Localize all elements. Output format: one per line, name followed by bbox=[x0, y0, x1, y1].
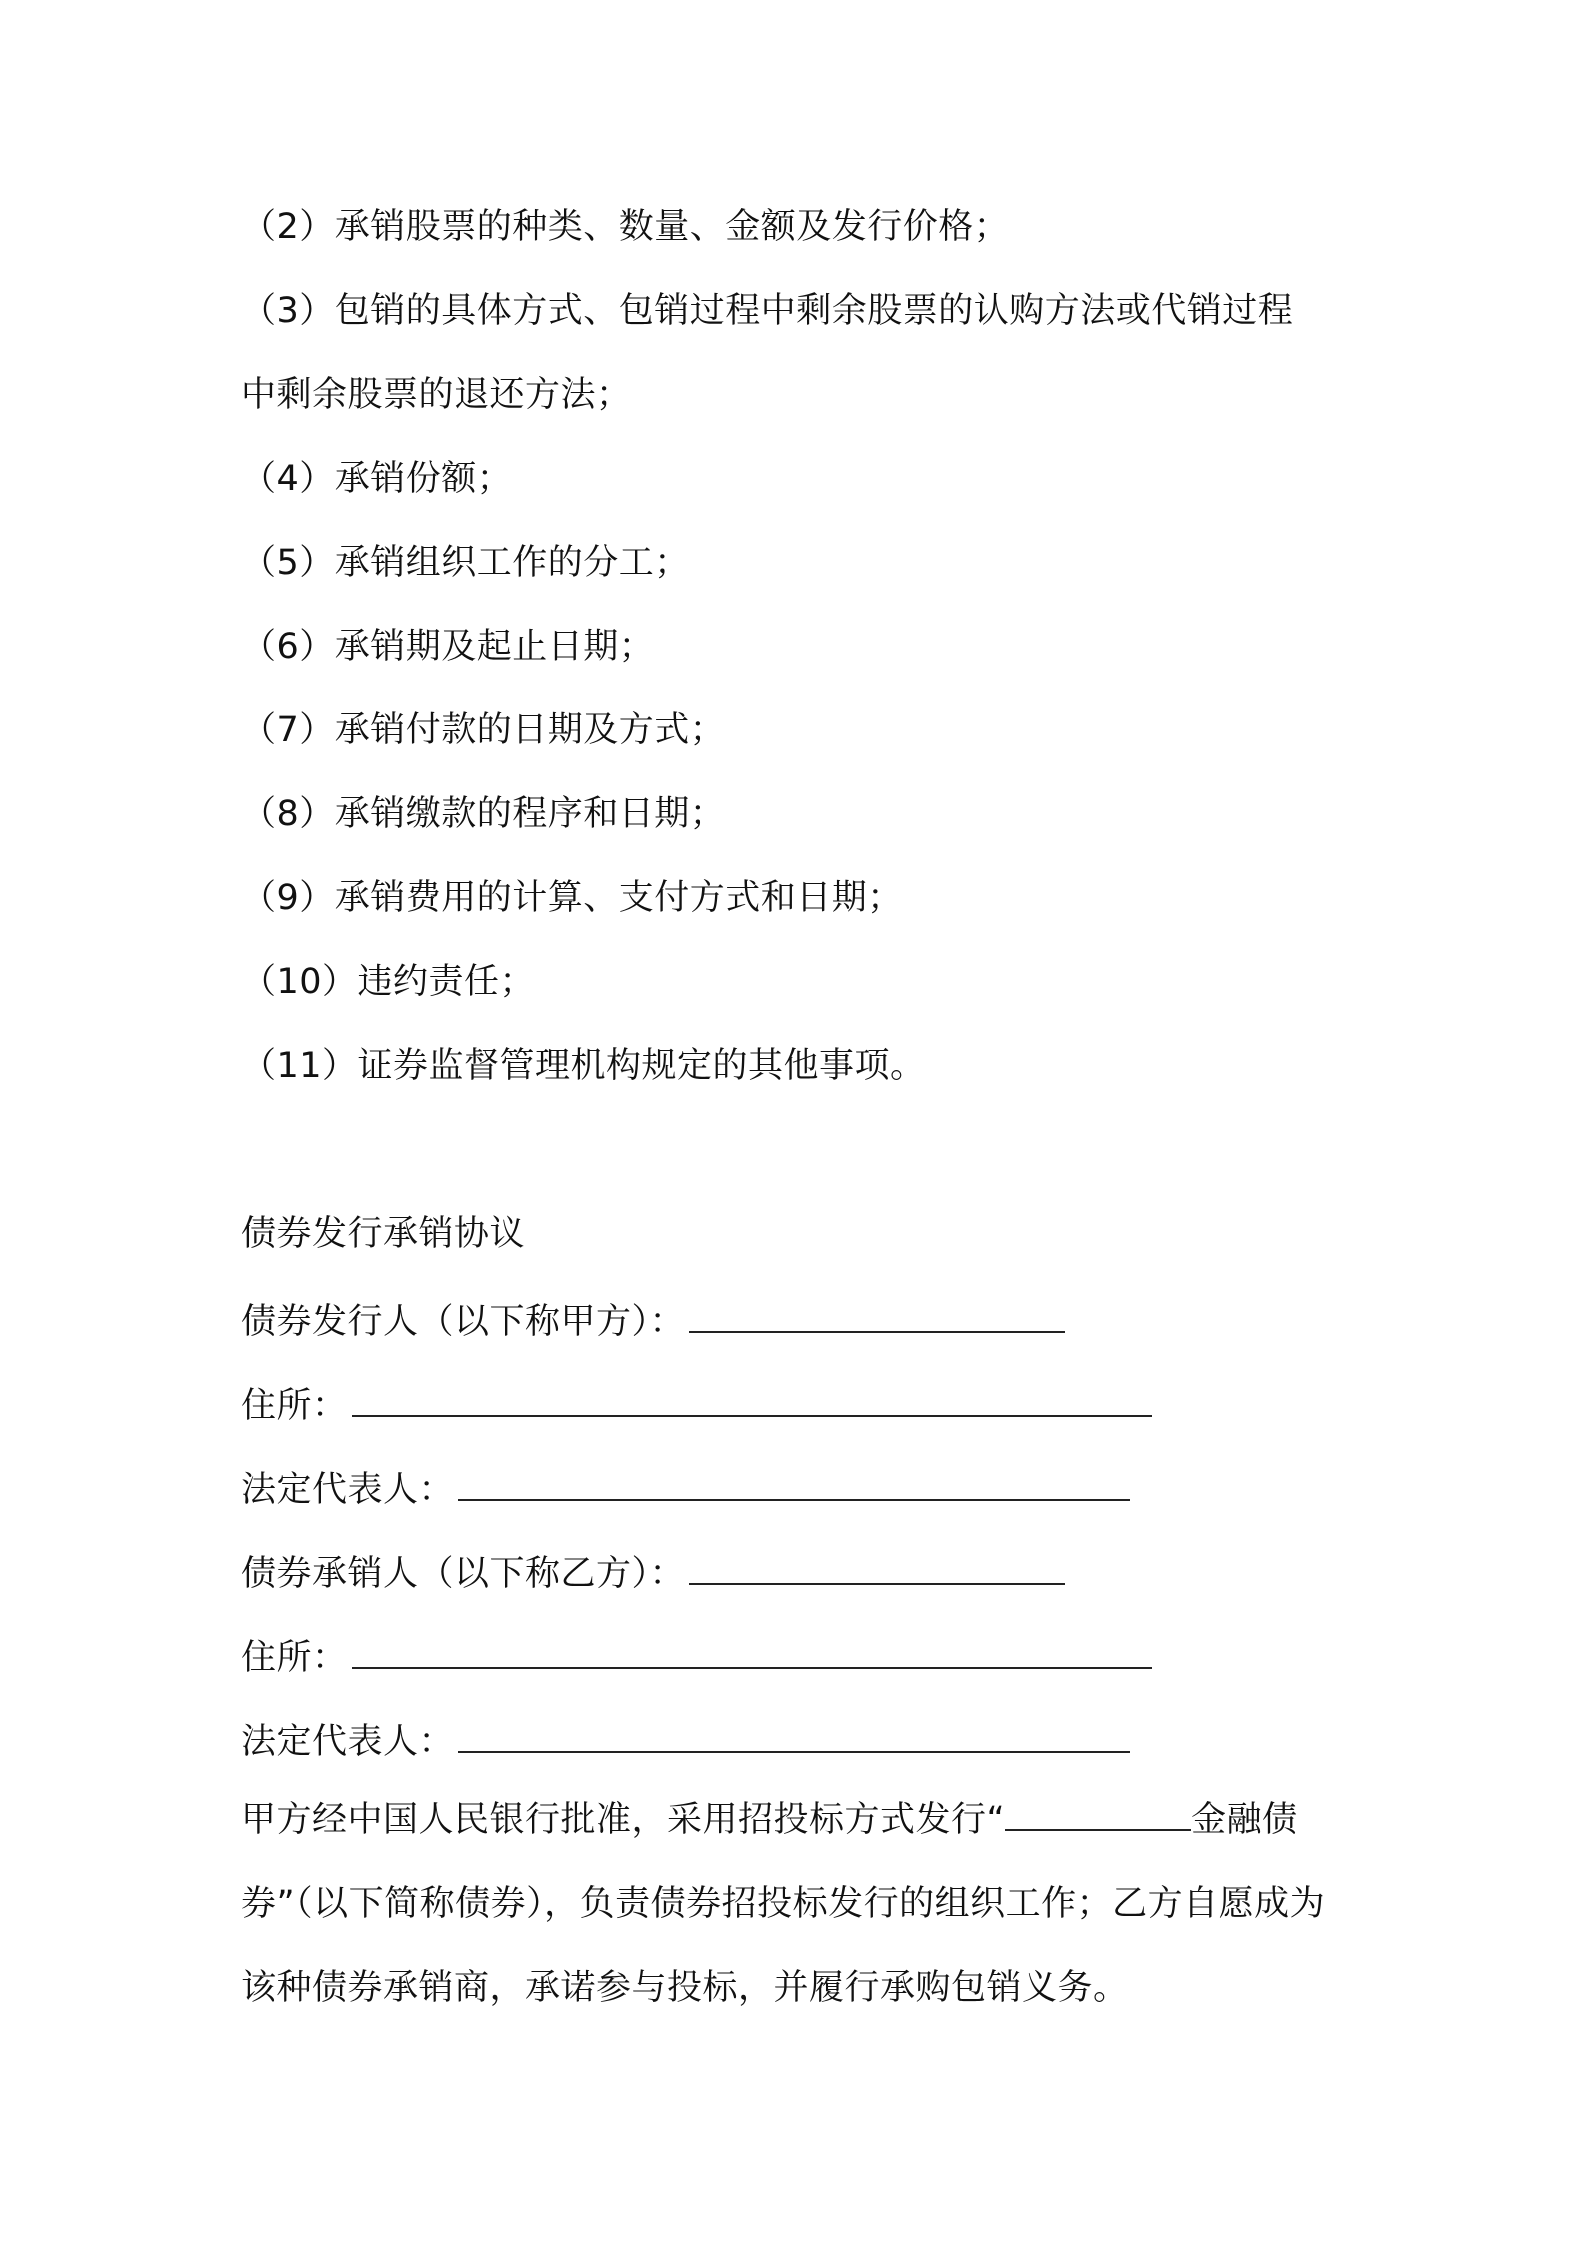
list-item-6: （6）承销期及起止日期； bbox=[241, 627, 655, 667]
underwriter-address-label: 住所： bbox=[241, 1638, 348, 1678]
list-item-3-continued: 中剩余股票的退还方法； bbox=[241, 375, 632, 415]
list-item-9: （9）承销费用的计算、支付方式和日期； bbox=[241, 878, 903, 918]
section-title: 债券发行承销协议 bbox=[241, 1214, 526, 1254]
underwriter-representative-field bbox=[241, 1721, 1130, 1760]
underwriter-representative-blank bbox=[458, 1721, 1130, 1753]
list-item-3: （3）包销的具体方式、包销过程中剩余股票的认购方法或代销过程 bbox=[241, 291, 1294, 331]
agreement-text-start: 甲方经中国人民银行批准，采用招投标方式发行“ bbox=[241, 1800, 1006, 1840]
underwriter-blank bbox=[689, 1553, 1065, 1585]
issuer-blank bbox=[689, 1301, 1065, 1333]
underwriter-address-field bbox=[241, 1637, 1152, 1676]
issuer-representative-field bbox=[241, 1469, 1130, 1508]
underwriter-representative-label: 法定代表人： bbox=[241, 1722, 455, 1762]
agreement-text-end: 金融债券”（以下简称债券），负责债券招投标发行的组织工作；乙方自愿成为该种债券承销商，承诺参与投标，并履行承购包销义务。 bbox=[241, 1800, 1326, 2008]
list-item-8: （8）承销缴款的程序和日期； bbox=[241, 794, 726, 834]
bond-name-blank bbox=[1005, 1799, 1191, 1831]
list-item-4: （4）承销份额； bbox=[241, 459, 513, 499]
list-item-5: （5）承销组织工作的分工； bbox=[241, 543, 690, 583]
issuer-address-field bbox=[241, 1385, 1152, 1424]
underwriter-field-label: 债券承销人（以下称乙方）： bbox=[241, 1554, 686, 1594]
issuer-address-blank bbox=[352, 1385, 1152, 1417]
list-item-10: （10）违约责任； bbox=[241, 962, 536, 1002]
list-item-7: （7）承销付款的日期及方式； bbox=[241, 710, 726, 750]
issuer-field bbox=[241, 1301, 1065, 1340]
issuer-field-label: 债券发行人（以下称甲方）： bbox=[241, 1302, 686, 1342]
agreement-paragraph bbox=[241, 1778, 1357, 2030]
underwriter-address-blank bbox=[352, 1637, 1152, 1669]
issuer-address-label: 住所： bbox=[241, 1386, 348, 1426]
issuer-representative-label: 法定代表人： bbox=[241, 1470, 455, 1510]
list-item-11: （11）证券监督管理机构规定的其他事项。 bbox=[241, 1046, 926, 1086]
issuer-representative-blank bbox=[458, 1469, 1130, 1501]
underwriter-field bbox=[241, 1553, 1065, 1592]
list-item-2: （2）承销股票的种类、数量、金额及发行价格； bbox=[241, 207, 1010, 247]
